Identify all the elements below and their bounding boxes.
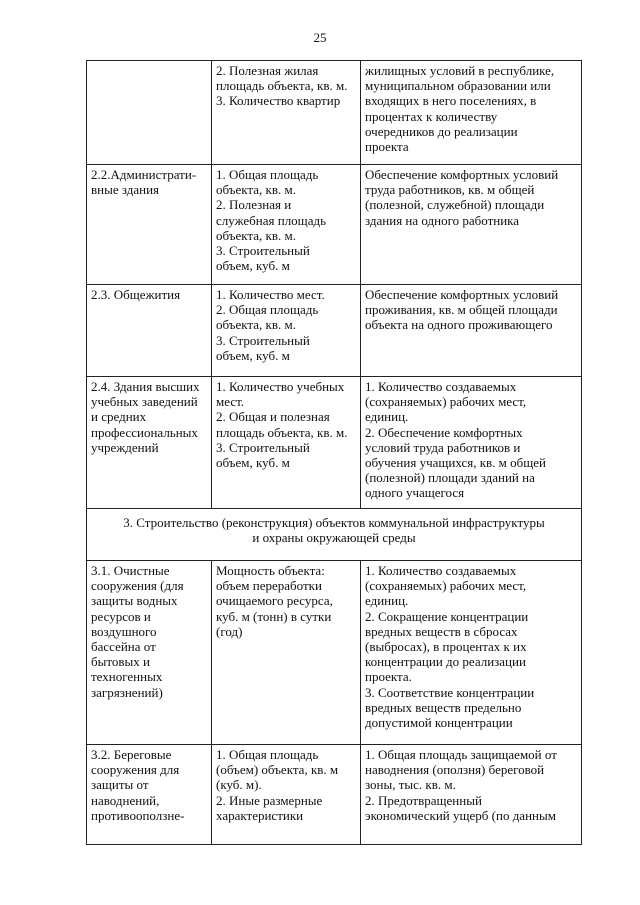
cell-text-line: (сохраняемых) рабочих мест, xyxy=(365,394,527,410)
cell-text-line: проживания, кв. м общей площади xyxy=(365,302,558,318)
cell-text-line: вредных веществ в сбросах xyxy=(365,623,518,639)
cell-text-line: объем, куб. м xyxy=(216,258,290,274)
cell-text-line: объем переработки xyxy=(216,578,322,594)
cell-text-line: 3.2. Береговые xyxy=(91,747,172,762)
cell-text-line: 1. Общая площадь xyxy=(216,167,319,182)
cell-text-line: воздушного xyxy=(91,623,157,639)
cell-text-line: 1. Количество учебных xyxy=(216,379,345,394)
cell-text-line: (выбросах), в процентах к их xyxy=(365,639,527,655)
cell-text-line: 2. Полезная и xyxy=(216,197,292,213)
cell-text-line: условий труда работников и xyxy=(365,439,521,455)
cell-text-line: наводнений, xyxy=(91,792,160,808)
cell-text-line: 3. Строительный xyxy=(216,332,310,348)
cell-text-line: 3. Строительный xyxy=(216,243,310,259)
cell-text-line: защиты от xyxy=(91,777,149,793)
cell-text-line: (полезной) площади зданий на xyxy=(365,470,535,486)
cell-text-line: загрязнений) xyxy=(91,684,163,700)
object-type-cell xyxy=(87,165,212,285)
indicators-table xyxy=(86,60,582,845)
object-type-cell xyxy=(87,561,212,745)
cell-text-line: объем, куб. м xyxy=(216,455,290,471)
cell-text-line: допустимой концентрации xyxy=(365,715,513,731)
object-type-cell xyxy=(87,285,212,377)
section-title-line: и охраны окружающей среды xyxy=(252,530,416,546)
cell-text-line: здания на одного работника xyxy=(365,212,520,228)
cell-text-line: единиц. xyxy=(365,409,409,425)
cell-text-line: Мощность объекта: xyxy=(216,563,325,578)
cell-text-line: 1. Количество создаваемых xyxy=(365,379,517,394)
cell-text-line: сооружения для xyxy=(91,762,180,778)
cell-text-line: 2. Иные размерные xyxy=(216,792,323,808)
cell-text-line: (куб. м). xyxy=(216,777,262,793)
cell-text-line: 3. Строительный xyxy=(216,439,310,455)
cell-text-line: труда работников, кв. м общей xyxy=(365,182,535,198)
cell-text-line: очередников до реализации xyxy=(365,123,518,139)
section-header-row xyxy=(87,509,582,561)
cell-text-line: 3. Соответствие концентрации xyxy=(365,684,535,700)
table-body xyxy=(87,61,582,845)
cell-text-line: бассейна от xyxy=(91,639,156,655)
cell-text-line: 2. Предотвращенный xyxy=(365,792,482,808)
cell-text-line: (объем) объекта, кв. м xyxy=(216,762,339,778)
cell-text-line: Обеспечение комфортных условий xyxy=(365,287,559,302)
capacity-cell xyxy=(212,285,361,377)
cell-text-line: 1. Общая площадь защищаемой от xyxy=(365,747,557,762)
cell-text-line: очищаемого ресурса, xyxy=(216,593,333,609)
capacity-cell xyxy=(212,61,361,165)
cell-text-line: жилищных условий в республике, xyxy=(365,63,555,78)
cell-text-line: характеристики xyxy=(216,807,304,823)
table-row xyxy=(87,561,582,745)
object-type-cell xyxy=(87,61,212,165)
cell-text-line: единиц. xyxy=(365,593,409,609)
cell-text-line: Обеспечение комфортных условий xyxy=(365,167,559,182)
cell-text-line: (полезной, служебной) площади xyxy=(365,197,545,213)
cell-text-line: 2. Общая и полезная xyxy=(216,409,330,425)
section-title-line: 3. Строительство (реконструкция) объектов коммунальной инфраструктуры xyxy=(123,515,545,530)
result-indicator-cell xyxy=(361,377,582,509)
cell-text-line: служебная площадь xyxy=(216,212,327,228)
cell-text-line: учебных заведений xyxy=(91,394,198,410)
capacity-cell xyxy=(212,165,361,285)
cell-text-line: 2. Обеспечение комфортных xyxy=(365,424,523,440)
cell-text-line: 1. Количество мест. xyxy=(216,287,325,302)
result-indicator-cell xyxy=(361,285,582,377)
cell-text-line: 2. Сокращение концентрации xyxy=(365,608,529,624)
cell-text-line: (год) xyxy=(216,623,243,639)
cell-text-line: учреждений xyxy=(91,439,159,455)
cell-text-line: вредных веществ предельно xyxy=(365,699,522,715)
cell-text-line: экономический ущерб (по данным xyxy=(365,807,556,823)
cell-text-line: техногенных xyxy=(91,669,163,685)
cell-text-line: 2. Полезная жилая xyxy=(216,63,319,78)
cell-text-line: 1. Общая площадь xyxy=(216,747,319,762)
cell-text-line: объем, куб. м xyxy=(216,347,290,363)
cell-text-line: проекта xyxy=(365,139,409,155)
table-row xyxy=(87,61,582,165)
cell-text-line: площадь объекта, кв. м. xyxy=(216,424,348,440)
object-type-cell xyxy=(87,377,212,509)
cell-text-line: входящих в него поселениях, в xyxy=(365,93,537,109)
cell-text-line: наводнения (оползня) береговой xyxy=(365,762,545,778)
table-row xyxy=(87,377,582,509)
cell-text-line: зоны, тыс. кв. м. xyxy=(365,777,456,793)
cell-text-line: одного учащегося xyxy=(365,485,465,501)
cell-text-line: и средних xyxy=(91,409,147,425)
cell-text-line: объекта, кв. м. xyxy=(216,182,296,198)
cell-text-line: проекта. xyxy=(365,669,412,685)
cell-text-line: куб. м (тонн) в сутки xyxy=(216,608,332,624)
cell-text-line: объекта, кв. м. xyxy=(216,227,296,243)
cell-text-line: площадь объекта, кв. м. xyxy=(216,78,348,94)
cell-text-line: противооползне- xyxy=(91,807,185,823)
cell-text-line: процентах к количеству xyxy=(365,108,498,124)
cell-text-line: профессиональных xyxy=(91,424,198,440)
cell-text-line: концентрации до реализации xyxy=(365,654,526,670)
cell-text-line: 2.2.Администрати- xyxy=(91,167,197,182)
cell-text-line: сооружения (для xyxy=(91,578,184,594)
result-indicator-cell xyxy=(361,745,582,845)
table-row xyxy=(87,285,582,377)
result-indicator-cell xyxy=(361,561,582,745)
cell-text-line: 3. Количество квартир xyxy=(216,93,341,109)
cell-text-line: вные здания xyxy=(91,182,160,198)
cell-text-line: ресурсов и xyxy=(91,608,151,624)
cell-text-line: объекта, кв. м. xyxy=(216,317,296,333)
capacity-cell xyxy=(212,745,361,845)
cell-text-line: защиты водных xyxy=(91,593,178,609)
section-title xyxy=(87,509,582,561)
cell-text-line: (сохраняемых) рабочих мест, xyxy=(365,578,527,594)
cell-text-line: муниципальном образовании или xyxy=(365,78,551,94)
cell-text-line: 2. Общая площадь xyxy=(216,302,319,318)
table-row xyxy=(87,165,582,285)
cell-text-line: обучения учащихся, кв. м общей xyxy=(365,455,547,471)
capacity-cell xyxy=(212,561,361,745)
result-indicator-cell xyxy=(361,165,582,285)
capacity-cell xyxy=(212,377,361,509)
cell-text-line: объекта на одного проживающего xyxy=(365,317,553,333)
page-number: 25 xyxy=(313,30,327,45)
object-type-cell xyxy=(87,745,212,845)
cell-text-line: 1. Количество создаваемых xyxy=(365,563,517,578)
cell-text-line: 3.1. Очистные xyxy=(91,563,170,578)
table-row xyxy=(87,745,582,845)
cell-text-line: 2.3. Общежития xyxy=(91,287,181,302)
result-indicator-cell xyxy=(361,61,582,165)
cell-text-line: 2.4. Здания высших xyxy=(91,379,200,394)
cell-text-line: бытовых и xyxy=(91,654,150,670)
cell-text-line: мест. xyxy=(216,394,245,410)
